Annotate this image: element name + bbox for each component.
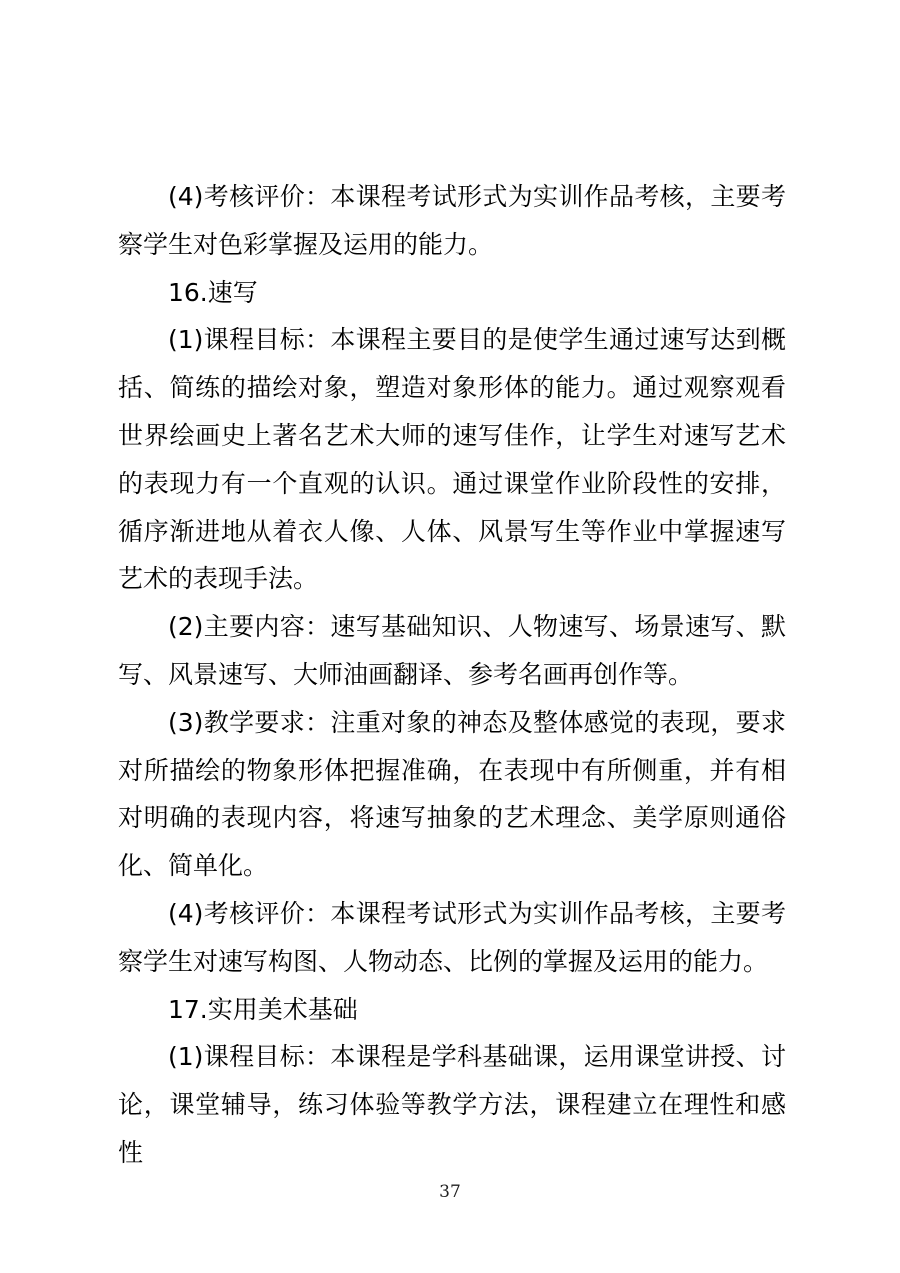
page-number: 37 xyxy=(439,1182,461,1202)
paragraph-sketching-requirements: (3)教学要求：注重对象的神态及整体感觉的表现，要求对所描绘的物象形体把握准确，在表现中有所侧重，并有相对明确的表现内容，将速写抽象的艺术理念、美学原则通俗化、简单化。 xyxy=(118,707,786,881)
paragraph-sketching-assessment: (4)考核评价：本课程考试形式为实训作品考核，主要考察学生对速写构图、人物动态、比例的掌握及运用的能力。 xyxy=(118,898,786,976)
paragraph-sketching-objectives: (1)课程目标：本课程主要目的是使学生通过速写达到概括、简练的描绘对象，塑造对象形体的能力。通过观察观看世界绘画史上著名艺术大师的速写佳作，让学生对速写艺术的表现力有一个直观的认识。通过课堂作业阶段性的安排，循序渐进地从着衣人像、人体、风景写生等作业中掌握速写艺术的表现手法。 xyxy=(118,325,786,594)
section-heading-sketching: 16.速写 xyxy=(168,277,258,307)
document-body xyxy=(118,173,786,1177)
paragraph-applied-art-objectives: (1)课程目标：本课程是学科基础课，运用课堂讲授、讨论，课堂辅导，练习体验等教学方法，课程建立在理性和感性 xyxy=(118,1042,786,1167)
paragraph-assessment-color: (4)考核评价：本课程考试形式为实训作品考核，主要考察学生对色彩掌握及运用的能力。 xyxy=(118,182,786,259)
paragraph-sketching-content: (2)主要内容：速写基础知识、人物速写、场景速写、默写、风景速写、大师油画翻译、参考名画再创作等。 xyxy=(118,612,786,689)
section-heading-applied-art: 17.实用美术基础 xyxy=(168,994,358,1024)
